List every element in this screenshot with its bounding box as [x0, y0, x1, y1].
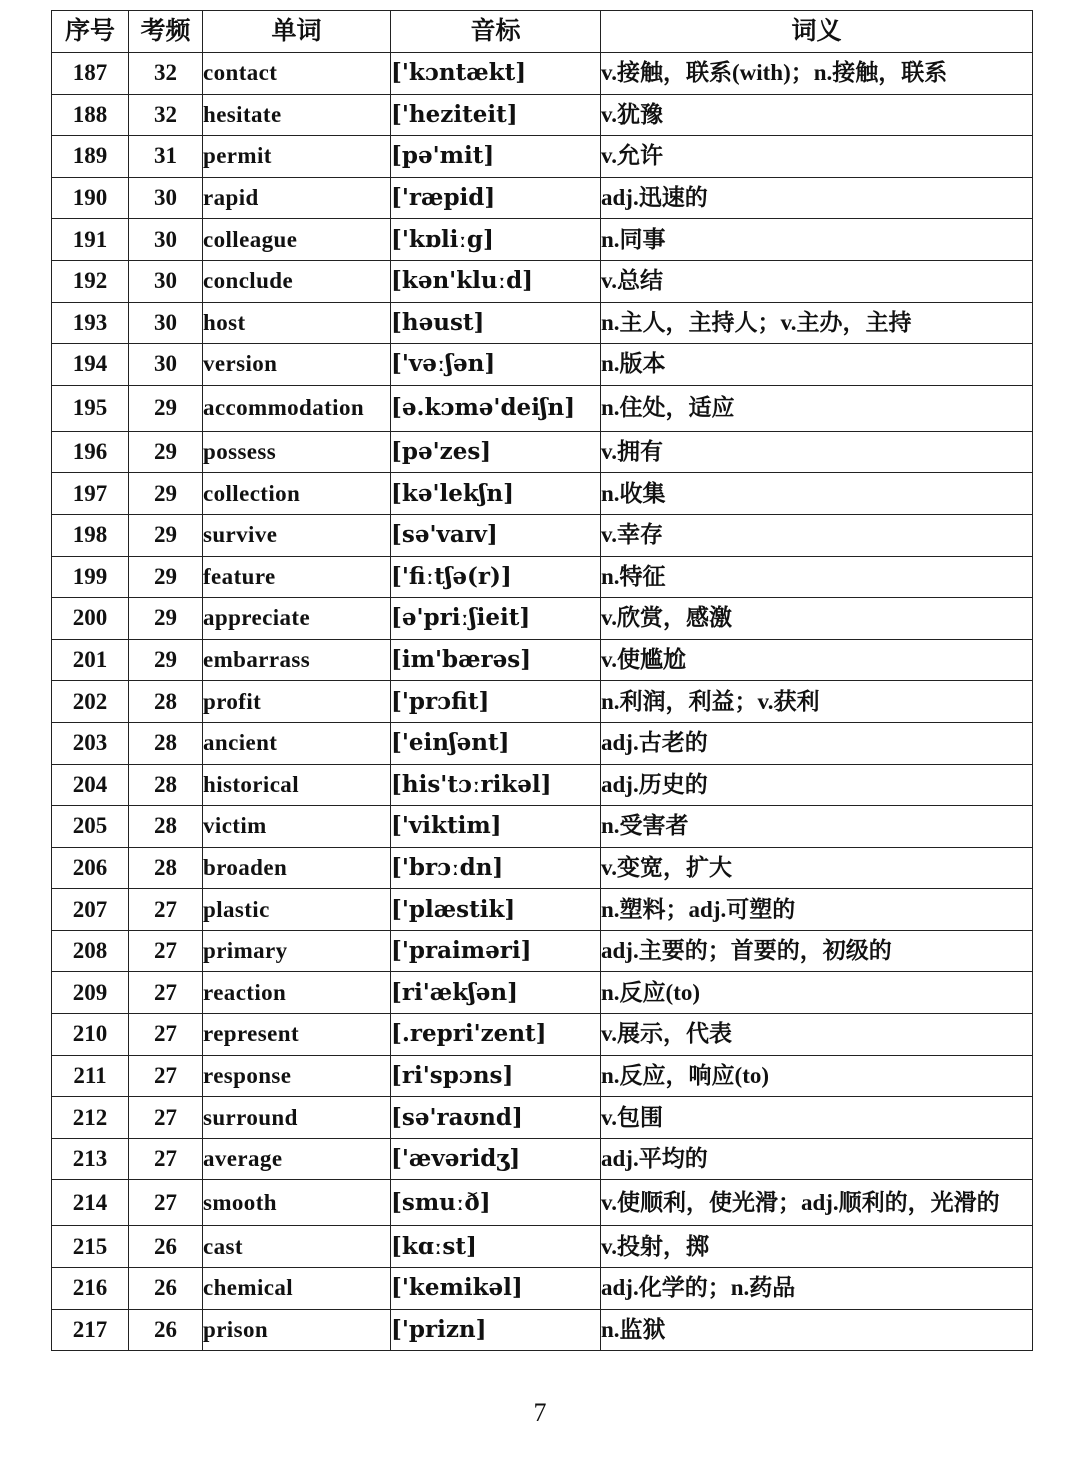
- row-number: 204: [52, 764, 129, 806]
- row-phonetic: ['kɔntækt]: [391, 53, 601, 95]
- row-phonetic: [ri'ækʃən]: [391, 972, 601, 1014]
- row-frequency: 32: [129, 94, 203, 136]
- row-number: 198: [52, 514, 129, 556]
- page-number: 7: [533, 1398, 547, 1427]
- row-word: reaction: [203, 972, 391, 1014]
- header-meaning: 词义: [601, 11, 1033, 53]
- row-word: primary: [203, 930, 391, 972]
- table-row: [52, 639, 1033, 681]
- header-word: 单词: [203, 11, 391, 53]
- row-number: 194: [52, 344, 129, 386]
- table-row: [52, 260, 1033, 302]
- row-number: 211: [52, 1055, 129, 1097]
- row-meaning: v.拥有: [601, 431, 1033, 473]
- row-phonetic: [im'bærəs]: [391, 639, 601, 681]
- row-word: permit: [203, 136, 391, 178]
- row-phonetic: [sə'raʊnd]: [391, 1097, 601, 1139]
- row-number: 195: [52, 385, 129, 431]
- row-word: collection: [203, 473, 391, 515]
- row-phonetic: [ri'spɔns]: [391, 1055, 601, 1097]
- table-row: [52, 1138, 1033, 1180]
- row-phonetic: ['ævəridʒ]: [391, 1138, 601, 1180]
- row-word: response: [203, 1055, 391, 1097]
- row-word: embarrass: [203, 639, 391, 681]
- row-meaning: n.反应，响应(to): [601, 1055, 1033, 1097]
- table-row: [52, 514, 1033, 556]
- row-word: survive: [203, 514, 391, 556]
- row-word: accommodation: [203, 385, 391, 431]
- row-word: victim: [203, 806, 391, 848]
- row-word: version: [203, 344, 391, 386]
- table-row: [52, 219, 1033, 261]
- table-row: [52, 722, 1033, 764]
- row-number: 206: [52, 847, 129, 889]
- row-meaning: v.犹豫: [601, 94, 1033, 136]
- row-phonetic: ['vəːʃən]: [391, 344, 601, 386]
- header-number: 序号: [52, 11, 129, 53]
- row-word: chemical: [203, 1268, 391, 1310]
- row-meaning: v.使尴尬: [601, 639, 1033, 681]
- row-frequency: 30: [129, 177, 203, 219]
- row-frequency: 28: [129, 847, 203, 889]
- row-number: 207: [52, 889, 129, 931]
- row-phonetic: ['ræpid]: [391, 177, 601, 219]
- row-number: 209: [52, 972, 129, 1014]
- row-frequency: 26: [129, 1309, 203, 1351]
- row-frequency: 32: [129, 53, 203, 95]
- row-phonetic: [pə'mit]: [391, 136, 601, 178]
- row-meaning: n.主人，主持人；v.主办，主持: [601, 302, 1033, 344]
- table-row: [52, 1180, 1033, 1226]
- row-number: 188: [52, 94, 129, 136]
- row-number: 189: [52, 136, 129, 178]
- header-frequency: 考频: [129, 11, 203, 53]
- row-number: 212: [52, 1097, 129, 1139]
- row-meaning: n.收集: [601, 473, 1033, 515]
- row-phonetic: [kɑːst]: [391, 1226, 601, 1268]
- table-row: [52, 94, 1033, 136]
- row-phonetic: ['kemikəl]: [391, 1268, 601, 1310]
- row-word: surround: [203, 1097, 391, 1139]
- row-number: 192: [52, 260, 129, 302]
- row-number: 191: [52, 219, 129, 261]
- row-frequency: 28: [129, 681, 203, 723]
- row-meaning: n.监狱: [601, 1309, 1033, 1351]
- table-row: [52, 1268, 1033, 1310]
- row-frequency: 27: [129, 930, 203, 972]
- row-meaning: n.特征: [601, 556, 1033, 598]
- vocabulary-table: [51, 10, 1033, 1351]
- row-frequency: 29: [129, 473, 203, 515]
- row-meaning: v.允许: [601, 136, 1033, 178]
- row-meaning: adj.历史的: [601, 764, 1033, 806]
- row-frequency: 27: [129, 1014, 203, 1056]
- row-frequency: 29: [129, 556, 203, 598]
- table-row: [52, 1055, 1033, 1097]
- row-phonetic: [his'tɔːrikəl]: [391, 764, 601, 806]
- row-frequency: 29: [129, 639, 203, 681]
- row-meaning: v.总结: [601, 260, 1033, 302]
- row-frequency: 28: [129, 764, 203, 806]
- row-number: 215: [52, 1226, 129, 1268]
- row-phonetic: [smuːð]: [391, 1180, 601, 1226]
- table-row: [52, 177, 1033, 219]
- row-number: 208: [52, 930, 129, 972]
- row-meaning: adj.化学的；n.药品: [601, 1268, 1033, 1310]
- row-word: represent: [203, 1014, 391, 1056]
- row-word: possess: [203, 431, 391, 473]
- table-row: [52, 473, 1033, 515]
- row-phonetic: ['brɔːdn]: [391, 847, 601, 889]
- row-number: 187: [52, 53, 129, 95]
- row-number: 200: [52, 598, 129, 640]
- table-row: [52, 1014, 1033, 1056]
- row-word: plastic: [203, 889, 391, 931]
- row-meaning: adj.平均的: [601, 1138, 1033, 1180]
- row-meaning: n.利润，利益；v.获利: [601, 681, 1033, 723]
- row-meaning: adj.古老的: [601, 722, 1033, 764]
- row-frequency: 30: [129, 344, 203, 386]
- row-number: 203: [52, 722, 129, 764]
- row-phonetic: [həust]: [391, 302, 601, 344]
- header-phonetic: 音标: [391, 11, 601, 53]
- row-phonetic: [pə'zes]: [391, 431, 601, 473]
- row-phonetic: [kən'kluːd]: [391, 260, 601, 302]
- row-word: smooth: [203, 1180, 391, 1226]
- row-word: hesitate: [203, 94, 391, 136]
- row-number: 214: [52, 1180, 129, 1226]
- row-word: colleague: [203, 219, 391, 261]
- row-number: 199: [52, 556, 129, 598]
- table-row: [52, 344, 1033, 386]
- row-number: 201: [52, 639, 129, 681]
- row-meaning: v.欣赏，感激: [601, 598, 1033, 640]
- row-number: 210: [52, 1014, 129, 1056]
- table-row: [52, 764, 1033, 806]
- table-row: [52, 53, 1033, 95]
- row-meaning: n.塑料；adj.可塑的: [601, 889, 1033, 931]
- row-frequency: 28: [129, 806, 203, 848]
- table-row: [52, 556, 1033, 598]
- row-number: 193: [52, 302, 129, 344]
- table-body: [52, 53, 1033, 1351]
- row-meaning: adj.主要的；首要的，初级的: [601, 930, 1033, 972]
- row-frequency: 27: [129, 1180, 203, 1226]
- table-row: [52, 1309, 1033, 1351]
- row-phonetic: [.repri'zent]: [391, 1014, 601, 1056]
- row-phonetic: ['prɔfit]: [391, 681, 601, 723]
- table-row: [52, 972, 1033, 1014]
- table-row: [52, 431, 1033, 473]
- row-number: 205: [52, 806, 129, 848]
- row-frequency: 28: [129, 722, 203, 764]
- row-frequency: 29: [129, 385, 203, 431]
- table-row: [52, 681, 1033, 723]
- row-number: 217: [52, 1309, 129, 1351]
- row-frequency: 30: [129, 260, 203, 302]
- row-phonetic: ['plæstik]: [391, 889, 601, 931]
- row-phonetic: ['heziteit]: [391, 94, 601, 136]
- table-row: [52, 1226, 1033, 1268]
- row-frequency: 27: [129, 1138, 203, 1180]
- row-frequency: 29: [129, 598, 203, 640]
- row-word: rapid: [203, 177, 391, 219]
- row-frequency: 30: [129, 302, 203, 344]
- table-row: [52, 930, 1033, 972]
- row-number: 196: [52, 431, 129, 473]
- row-frequency: 26: [129, 1226, 203, 1268]
- row-number: 216: [52, 1268, 129, 1310]
- row-frequency: 27: [129, 1055, 203, 1097]
- row-meaning: n.住处，适应: [601, 385, 1033, 431]
- row-meaning: v.包围: [601, 1097, 1033, 1139]
- row-meaning: v.变宽，扩大: [601, 847, 1033, 889]
- row-meaning: v.投射，掷: [601, 1226, 1033, 1268]
- row-frequency: 27: [129, 889, 203, 931]
- row-meaning: v.展示，代表: [601, 1014, 1033, 1056]
- row-word: conclude: [203, 260, 391, 302]
- row-phonetic: ['prizn]: [391, 1309, 601, 1351]
- row-word: cast: [203, 1226, 391, 1268]
- row-phonetic: ['praiməri]: [391, 930, 601, 972]
- row-phonetic: [ə'priːʃieit]: [391, 598, 601, 640]
- row-word: prison: [203, 1309, 391, 1351]
- row-word: ancient: [203, 722, 391, 764]
- row-number: 197: [52, 473, 129, 515]
- row-frequency: 29: [129, 514, 203, 556]
- row-phonetic: [sə'vaɪv]: [391, 514, 601, 556]
- row-meaning: v.幸存: [601, 514, 1033, 556]
- table-row: [52, 847, 1033, 889]
- row-word: historical: [203, 764, 391, 806]
- table-row: [52, 1097, 1033, 1139]
- table-row: [52, 598, 1033, 640]
- table-row: [52, 889, 1033, 931]
- row-meaning: v.使顺利，使光滑；adj.顺利的，光滑的: [601, 1180, 1033, 1226]
- row-frequency: 26: [129, 1268, 203, 1310]
- row-word: broaden: [203, 847, 391, 889]
- row-meaning: v.接触，联系(with)；n.接触，联系: [601, 53, 1033, 95]
- row-meaning: n.反应(to): [601, 972, 1033, 1014]
- row-number: 213: [52, 1138, 129, 1180]
- table-row: [52, 385, 1033, 431]
- row-frequency: 27: [129, 972, 203, 1014]
- row-phonetic: [ə.kɔmə'deiʃn]: [391, 385, 601, 431]
- row-phonetic: ['kɒliːg]: [391, 219, 601, 261]
- row-phonetic: ['fiːtʃə(r)]: [391, 556, 601, 598]
- row-meaning: n.受害者: [601, 806, 1033, 848]
- row-phonetic: [kə'lekʃn]: [391, 473, 601, 515]
- row-frequency: 30: [129, 219, 203, 261]
- row-word: contact: [203, 53, 391, 95]
- table-header-row: [52, 11, 1033, 53]
- row-word: feature: [203, 556, 391, 598]
- table-row: [52, 806, 1033, 848]
- row-word: host: [203, 302, 391, 344]
- row-phonetic: ['einʃənt]: [391, 722, 601, 764]
- row-word: average: [203, 1138, 391, 1180]
- row-frequency: 31: [129, 136, 203, 178]
- table-row: [52, 136, 1033, 178]
- row-word: appreciate: [203, 598, 391, 640]
- row-meaning: n.同事: [601, 219, 1033, 261]
- row-number: 190: [52, 177, 129, 219]
- row-frequency: 29: [129, 431, 203, 473]
- row-meaning: adj.迅速的: [601, 177, 1033, 219]
- table-row: [52, 302, 1033, 344]
- row-number: 202: [52, 681, 129, 723]
- row-frequency: 27: [129, 1097, 203, 1139]
- row-word: profit: [203, 681, 391, 723]
- row-meaning: n.版本: [601, 344, 1033, 386]
- row-phonetic: ['viktim]: [391, 806, 601, 848]
